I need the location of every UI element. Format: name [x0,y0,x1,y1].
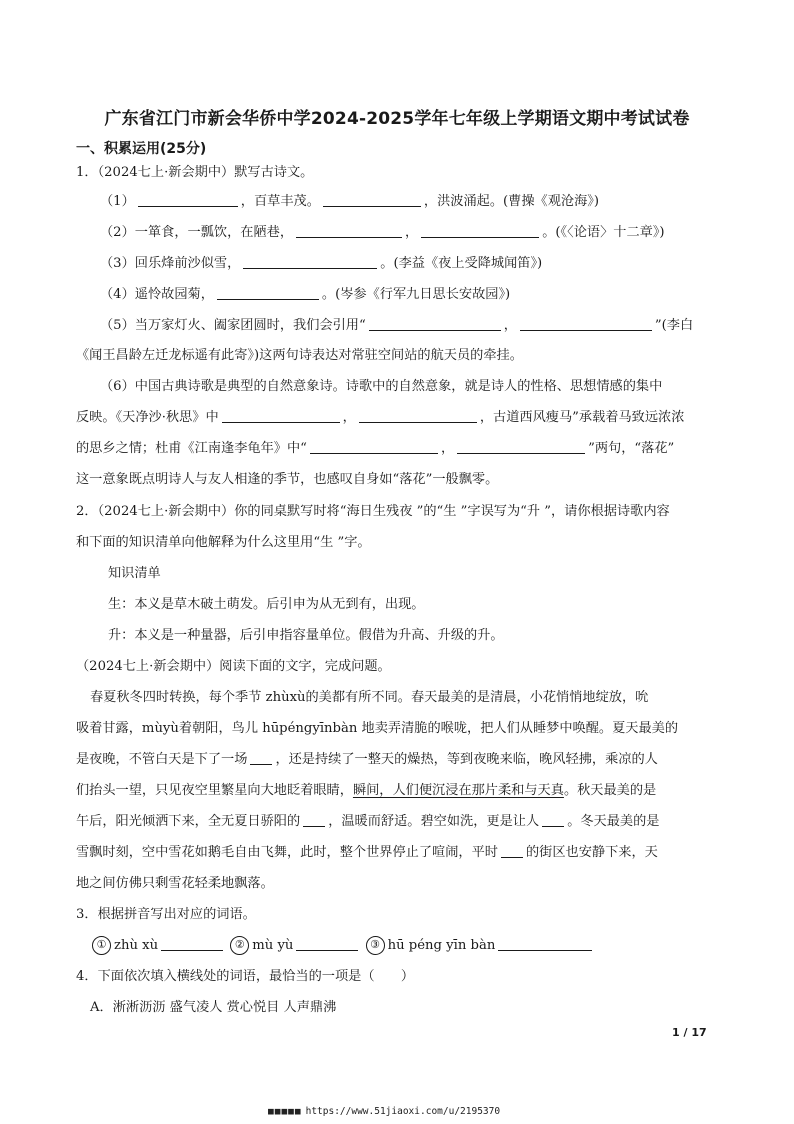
passage-line-4: 们抬头一望，只见夜空里繁星向大地眨着眼睛，瞬间，人们便沉浸在那片柔和与天真。秋天最美的是 [76,783,657,798]
pinyin-row: ① zhù xù ② mù yù ③ hū péng yīn bàn [92,936,595,956]
q1-line-3: （3）回乐烽前沙似雪， 。(李益《夜上受降城闻笛》) [100,256,543,271]
fill-blank[interactable] [250,750,272,765]
knowledge-item-sheng2: 升：本义是一种量器，后引申指容量单位。假借为升高、升级的升。 [108,628,504,643]
passage-line-3: 是夜晚，不管白天是下了一场 ，还是持续了一整天的燥热，等到夜晚来临，晚风轻拂，乘凉的人 [76,752,658,767]
fill-blank[interactable] [303,812,325,827]
section-heading: 一、积累运用(25分) [76,141,207,157]
fill-blank[interactable] [310,439,438,454]
circled-number-3: ③ [366,936,385,955]
fill-blank[interactable] [217,285,319,300]
q1-line-5: （5）当万家灯火、阖家团圆时，我们会引用“ ， ”(李白 [100,318,694,333]
knowledge-item-sheng: 生：本义是草木破土萌发。后引申为从无到有，出现。 [108,597,425,612]
circled-number-2: ② [230,936,249,955]
q1-line-6: （6）中国古典诗歌是典型的自然意象诗。诗歌中的自然意象，就是诗人的性格、思想情感的集中 [100,379,663,394]
footer-watermark [268,1106,500,1117]
fill-blank[interactable] [542,812,564,827]
fill-blank[interactable] [323,192,421,207]
passage-line-1: 春夏秋冬四时转换，每个季节 zhùxù的美都有所不同。春天最美的是清晨，小花悄悄地绽放，吮 [90,690,649,705]
footer-logo-icon: ■■■■■ [268,1106,302,1117]
fill-blank[interactable] [421,223,539,238]
page-title: 广东省江门市新会华侨中学2024-2025学年七年级上学期语文期中考试试卷 [104,109,690,129]
fill-blank[interactable] [161,936,223,951]
q1-line-5-cont: 《闻王昌龄左迁龙标遥有此寄》)这两句诗表达对常驻空间站的航天员的牵挂。 [76,348,523,363]
fill-blank[interactable] [359,408,477,423]
q1-line-4: （4）遥怜故园菊， 。(岑参《行军九日思长安故园》) [100,287,511,302]
fill-blank[interactable] [369,316,501,331]
fill-blank[interactable] [138,192,238,207]
option-a: A．淅淅沥沥 盛气凌人 赏心悦目 人声鼎沸 [90,1000,337,1015]
fill-blank[interactable] [296,223,402,238]
q1-line-6c: 的思乡之情；杜甫《江南逢李龟年》中“ ， ”两句，“落花” [76,441,675,456]
question-2-line-1: 2．（2024七上·新会期中）你的同桌默写时将“海日生残夜 ”的“生 ”字误写为“升 ”，请你根据诗歌内容 [76,504,670,519]
q1-line-6b: 反映。《天净沙·秋思》中 ， ，古道西风瘦马”承载着马致远浓浓 [76,410,685,425]
fill-blank[interactable] [243,254,377,269]
passage-head: （2024七上·新会期中）阅读下面的文字，完成问题。 [76,659,391,674]
fill-blank[interactable] [520,316,652,331]
question-2-line-2: 和下面的知识清单向他解释为什么这里用“生 ”字。 [76,535,371,550]
question-3-head: 3．根据拼音写出对应的词语。 [76,907,256,922]
q1-line-1: （1） ，百草丰茂。 ，洪波涌起。(曹操《观沧海》) [100,194,600,209]
passage-line-6: 雪飘时刻，空中雪花如鹅毛自由飞舞，此时，整个世界停止了喧闹，平时 的街区也安静下来，天 [76,845,658,860]
question-1-head: 1．（2024七上·新会期中）默写古诗文。 [76,165,314,180]
passage-line-5: 午后，阳光倾洒下来，全无夏日骄阳的 ，温暖而舒适。碧空如洗，更是让人 。冬天最美的是 [76,814,660,829]
question-4-head: 4．下面依次填入横线处的词语，最恰当的一项是（ ） [76,969,415,984]
q1-line-6d: 这一意象既点明诗人与友人相逢的季节，也感叹自身如“落花”一般飘零。 [76,472,499,487]
underlined-sentence: 瞬间，人们便沉浸在那片柔和与天真 [352,783,564,798]
passage-line-7: 地之间仿佛只剩雪花轻柔地飘落。 [76,876,274,891]
fill-blank[interactable] [457,439,585,454]
passage-line-2: 吸着甘露，mùyù着朝阳，鸟儿 hūpéngyīnbàn 地卖弄清脆的喉咙，把人们从睡梦中唤醒。夏天最美的 [76,721,679,736]
fill-blank[interactable] [296,936,358,951]
circled-number-1: ① [92,936,111,955]
knowledge-list-title: 知识清单 [108,566,161,581]
footer-url[interactable]: https://www.51jiaoxi.com/u/2195370 [305,1106,501,1117]
q1-line-2: （2）一箪食，一瓢饮，在陋巷， ， 。(《〈论语〉十二章》) [100,225,665,240]
fill-blank[interactable] [222,408,340,423]
page-number: 1 / 17 [672,1026,707,1039]
fill-blank[interactable] [498,936,592,951]
fill-blank[interactable] [501,843,523,858]
